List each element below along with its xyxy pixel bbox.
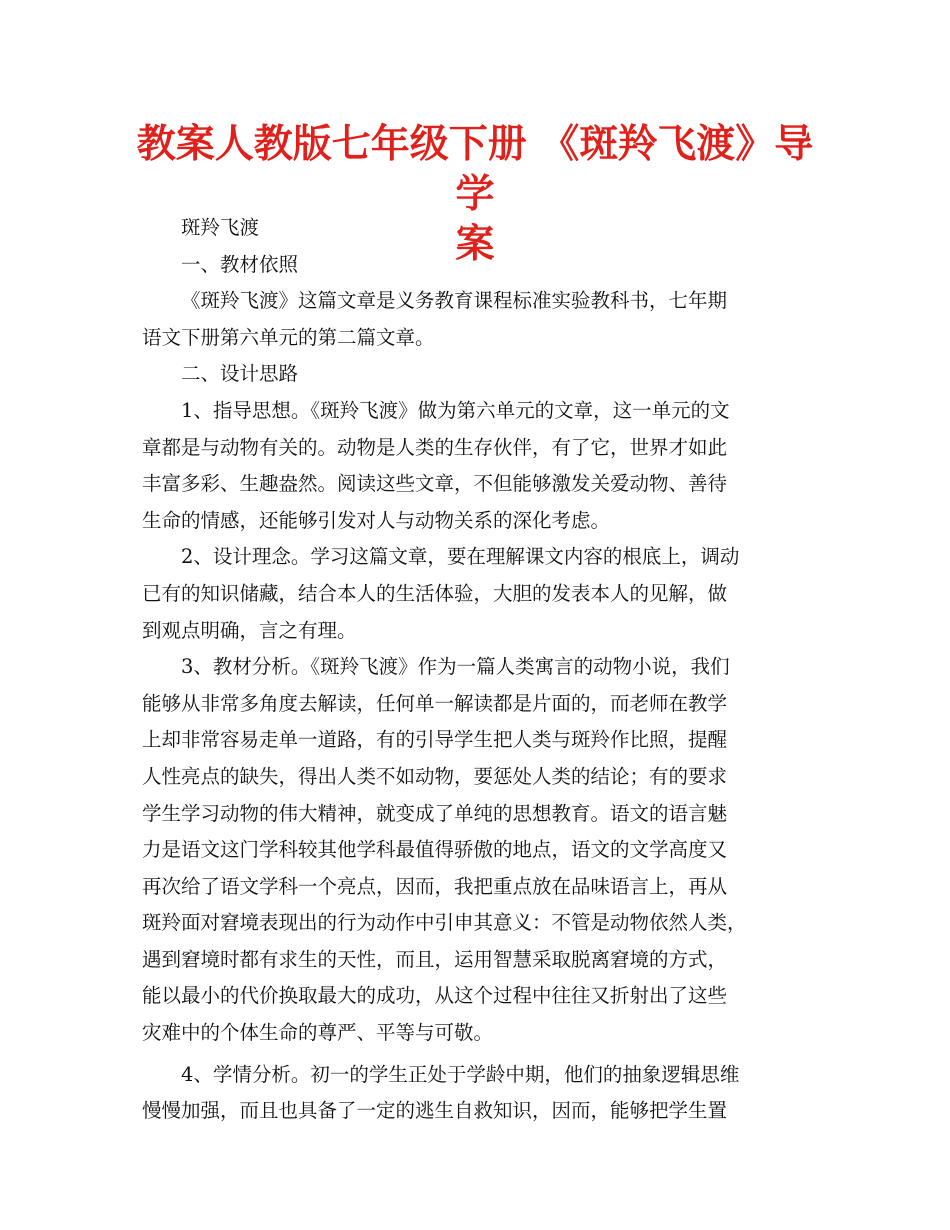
paragraph bbox=[142, 283, 812, 356]
text-line: 2、设计理念。学习这篇文章，要在理解课文内容的根底上，调动 bbox=[181, 545, 740, 569]
text-line: 一、教材依照 bbox=[181, 252, 299, 276]
text-line: 能以最小的代价换取最大的成功，从这个过程中往往又折射出了这些 bbox=[142, 984, 728, 1008]
text-line: 学生学习动物的伟大精神，就变成了单纯的思想教育。语文的语言魅 bbox=[142, 801, 728, 825]
title-line-1: 教案人教版七年级下册 《斑羚飞渡》导学 bbox=[136, 122, 814, 217]
title-line-2: 案 bbox=[455, 222, 495, 267]
text-line: 力是语文这门学科较其他学科最值得骄傲的地点，语文的文学高度又 bbox=[142, 838, 728, 862]
text-line: 遇到窘境时都有求生的天性，而且，运用智慧采取脱离窘境的方式， bbox=[142, 947, 728, 971]
text-line: 斑羚面对窘境表现出的行为动作中引申其意义：不管是动物依然人类， bbox=[142, 911, 747, 935]
text-line: 灾难中的个体生命的尊严、平等与可敬。 bbox=[142, 1021, 494, 1045]
paragraph bbox=[142, 1057, 812, 1130]
text-line: 上却非常容易走单一道路，有的引导学生把人类与斑羚作比照，提醒 bbox=[142, 728, 728, 752]
text-line: 能够从非常多角度去解读，任何单一解读都是片面的，而老师在教学 bbox=[142, 691, 728, 715]
text-line: 生命的情感，还能够引发对人与动物关系的深化考虑。 bbox=[142, 508, 611, 532]
text-line: 斑羚飞渡 bbox=[181, 216, 260, 239]
text-line: 4、学情分析。初一的学生正处于学龄中期，他们的抽象逻辑思维 bbox=[181, 1062, 740, 1086]
text-line: 章都是与动物有关的。动物是人类的生存伙伴，有了它，世界才如此 bbox=[142, 435, 728, 459]
text-line: 已有的知识储藏，结合本人的生活体验，大胆的发表本人的见解，做 bbox=[142, 581, 728, 605]
text-line: 丰富多彩、生趣盎然。阅读这些文章，不但能够激发关爱动物、善待 bbox=[142, 472, 728, 496]
text-line: 慢慢加强，而且也具备了一定的逃生自救知识，因而，能够把学生置 bbox=[142, 1099, 728, 1123]
text-line: 《斑羚飞渡》这篇文章是义务教育课程标准实验教科书，七年期 bbox=[181, 289, 728, 313]
paragraph bbox=[142, 393, 812, 539]
paragraph bbox=[142, 649, 812, 1052]
paragraph-heading bbox=[142, 210, 812, 247]
paragraph bbox=[142, 539, 812, 649]
text-line: 到观点明确，言之有理。 bbox=[142, 618, 357, 642]
text-line: 二、设计思路 bbox=[181, 362, 299, 386]
section-heading-1 bbox=[142, 247, 812, 284]
document-body bbox=[142, 210, 812, 1130]
text-line: 3、教材分析。《斑羚飞渡》作为一篇人类寓言的动物小说，我们 bbox=[181, 655, 730, 679]
text-line: 再次给了语文学科一个亮点，因而，我把重点放在品味语言上，再从 bbox=[142, 874, 728, 898]
text-line: 人性亮点的缺失，得出人类不如动物，要惩处人类的结论；有的要求 bbox=[142, 764, 728, 788]
text-line: 语文下册第六单元的第二篇文章。 bbox=[142, 325, 435, 349]
text-line: 1、指导思想。《斑羚飞渡》做为第六单元的文章，这一单元的文 bbox=[181, 398, 730, 422]
section-heading-2 bbox=[142, 356, 812, 393]
